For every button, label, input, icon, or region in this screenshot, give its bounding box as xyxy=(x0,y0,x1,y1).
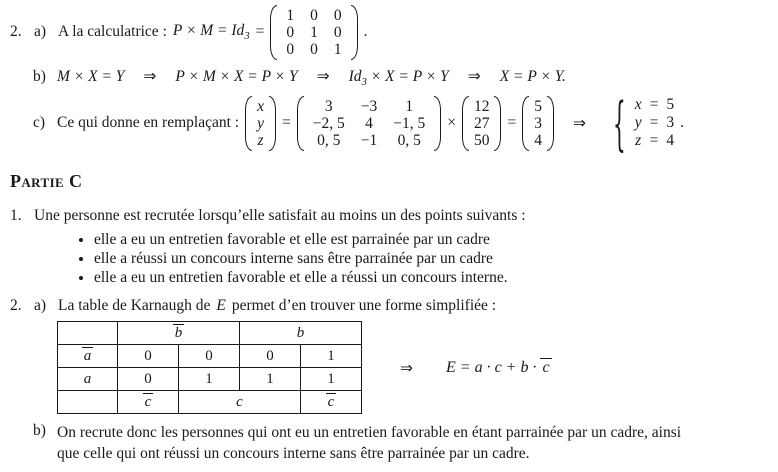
matrix-cell: 0 xyxy=(333,6,342,24)
bullet-item: • elle a réussi un concours interne sans être parrainée par un cadre xyxy=(94,249,772,268)
vector-cell: z xyxy=(257,131,264,149)
eq-rest: × X = P × Y xyxy=(370,68,449,85)
times-sign: × xyxy=(447,114,456,132)
eq-mxy: M × X = Y xyxy=(57,68,125,85)
vector-cell: x xyxy=(257,97,264,115)
matrix-cell: 1 xyxy=(333,40,342,58)
identity-matrix-grid xyxy=(278,5,349,60)
vector-cell: 4 xyxy=(534,131,542,149)
karnaugh-text-post: permet d’en trouver une forme simplifiée : xyxy=(231,297,497,315)
karnaugh-row-a xyxy=(58,368,362,391)
matrix-cell: 0 xyxy=(286,40,295,58)
c-bar-label: c xyxy=(327,394,335,411)
matrix-cell: 3 xyxy=(324,97,333,115)
left-paren xyxy=(462,96,469,151)
right-paren xyxy=(351,5,358,60)
karnaugh-foot-cbar xyxy=(301,391,362,414)
system-value: 4 xyxy=(666,132,675,150)
item-1-row xyxy=(10,207,772,225)
item-2c-row xyxy=(33,88,772,158)
item-2c-marker: c) xyxy=(33,114,46,132)
item-1-marker: 1. xyxy=(10,207,22,225)
eq-xpy: X = P × Y. xyxy=(499,68,566,85)
implies-icon: ⇒ xyxy=(572,114,586,133)
karnaugh-text-pre: La table de Karnaugh de xyxy=(58,297,211,315)
period: . xyxy=(680,114,684,132)
system-var: y xyxy=(634,114,642,132)
equals-sign: = xyxy=(507,114,517,132)
system-value: 3 xyxy=(666,114,675,132)
item-2a-marker: a) xyxy=(34,23,47,40)
karnaugh-block xyxy=(57,321,772,414)
system-equals: = xyxy=(649,96,659,114)
karnaugh-cell: 0 xyxy=(118,368,179,391)
left-brace: { xyxy=(612,88,626,158)
matrix-cell: 0 xyxy=(286,23,295,41)
eq-pmx: P × M × X = P × Y xyxy=(175,68,298,85)
karnaugh-cell: 1 xyxy=(301,345,362,368)
equation-pm-id3 xyxy=(173,22,250,42)
period: . xyxy=(363,23,368,40)
matrix-cell: 1 xyxy=(310,23,318,41)
a-label: a xyxy=(83,370,92,387)
eq-id: Id xyxy=(348,68,362,85)
right-paren xyxy=(547,96,554,151)
item-2b-row xyxy=(33,67,772,88)
matrix-cell: −2, 5 xyxy=(312,114,345,132)
vector-solution xyxy=(522,96,554,151)
matrix-cell: −1 xyxy=(360,131,378,149)
karnaugh-cell: 0 xyxy=(118,345,179,368)
item-2a-karnaugh-row xyxy=(10,297,772,315)
karnaugh-table xyxy=(57,321,362,414)
matrix-cell: 1 xyxy=(286,6,295,24)
matrix-cell: −3 xyxy=(360,97,378,115)
formula-pre: E = a · c + b · xyxy=(446,359,537,377)
matrix-p-grid xyxy=(305,96,434,151)
matrix-cell: 4 xyxy=(365,114,373,132)
item-2-marker: 2. xyxy=(10,297,22,315)
karnaugh-cell: 1 xyxy=(240,368,301,391)
c-bar-term: c xyxy=(542,359,550,377)
system-var: x xyxy=(634,96,642,114)
karnaugh-footer-row xyxy=(58,391,362,414)
conclusion-text xyxy=(57,422,681,464)
matrix-cell: 0, 5 xyxy=(317,131,341,149)
b-bar-label: b xyxy=(174,325,183,342)
equals-sign: = xyxy=(281,114,291,132)
bullet-item: • elle a eu un entretien favorable et elle a réussi un concours interne. xyxy=(94,268,772,287)
identity-matrix xyxy=(270,5,357,60)
right-paren xyxy=(494,96,501,151)
c-bar-label: c xyxy=(144,394,152,411)
item-2a-marker: a) xyxy=(34,297,47,315)
solution-system xyxy=(611,88,675,158)
vector-cell: 3 xyxy=(534,114,542,132)
implies-icon: ⇒ xyxy=(143,67,157,85)
system-var: z xyxy=(635,132,642,150)
vector-cell: y xyxy=(257,114,264,132)
karnaugh-row-label xyxy=(58,345,118,368)
karnaugh-foot-cbar xyxy=(118,391,179,414)
conditions-list xyxy=(10,230,772,287)
equals-sign: = xyxy=(255,23,265,40)
right-paren xyxy=(269,96,276,151)
item-2c-text: Ce qui donne en remplaçant : xyxy=(57,114,240,132)
karnaugh-cell: 1 xyxy=(179,368,240,391)
vector-grid xyxy=(470,96,494,151)
item-2b-conclusion xyxy=(33,422,772,464)
vector-y xyxy=(462,96,502,151)
c-label: c xyxy=(236,393,243,410)
a-bar-label: a xyxy=(83,348,92,365)
variable-e: E xyxy=(216,297,226,315)
conclusion-line-2: que celle qui ont réussi un concours interne sans être parrainée par un cadre. xyxy=(57,445,530,463)
system-grid xyxy=(635,96,674,150)
implies-icon: ⇒ xyxy=(467,67,481,85)
left-paren xyxy=(522,96,529,151)
vector-cell: 27 xyxy=(473,114,490,132)
karnaugh-cell: 0 xyxy=(240,345,301,368)
karnaugh-cell: 0 xyxy=(179,345,240,368)
matrix-cell: 0, 5 xyxy=(397,131,421,149)
vector-cell: 5 xyxy=(534,97,542,115)
id-subscript: 3 xyxy=(361,77,367,89)
implies-icon: ⇒ xyxy=(400,358,413,377)
left-paren xyxy=(245,96,252,151)
system-equals: = xyxy=(649,114,659,132)
system-equals: = xyxy=(649,132,659,150)
karnaugh-row-label xyxy=(58,368,118,391)
karnaugh-corner-cell xyxy=(58,322,118,345)
item-2b-marker: b) xyxy=(33,68,46,85)
karnaugh-col-b xyxy=(240,322,362,345)
karnaugh-col-bbar xyxy=(118,322,240,345)
karnaugh-foot-c xyxy=(179,391,301,414)
left-paren xyxy=(297,96,304,151)
system-value: 5 xyxy=(666,96,675,114)
matrix-cell: 0 xyxy=(310,6,318,24)
item-2-marker: 2. xyxy=(10,23,22,40)
simplified-formula xyxy=(446,358,552,377)
conclusion-line-1: On recrute donc les personnes qui ont eu un entretien favorable en étant parrainée par un cadre, ainsi xyxy=(57,424,682,442)
matrix-cell: 0 xyxy=(333,23,342,41)
partie-c-heading: Partie C xyxy=(10,171,83,192)
vector-grid xyxy=(530,96,546,151)
eq-id3x xyxy=(349,68,449,88)
id-subscript: 3 xyxy=(244,31,250,43)
item-1-text: Une personne est recrutée lorsqu’elle satisfait au moins un des points suivants : xyxy=(34,207,526,225)
matrix-cell: −1, 5 xyxy=(393,114,426,132)
vector-cell: 50 xyxy=(473,131,490,149)
karnaugh-corner-cell xyxy=(58,391,118,414)
vector-grid xyxy=(253,96,268,151)
matrix-cell: 1 xyxy=(405,97,414,115)
matrix-cell: 0 xyxy=(310,40,318,58)
left-paren xyxy=(270,5,277,60)
karnaugh-row-abar xyxy=(58,345,362,368)
item-2a-row xyxy=(10,4,772,60)
b-label: b xyxy=(296,324,305,341)
implies-icon: ⇒ xyxy=(316,67,330,85)
matrix-p xyxy=(297,96,442,151)
karnaugh-header-row xyxy=(58,322,362,345)
right-paren xyxy=(434,96,441,151)
item-2a-text: A la calculatrice : xyxy=(58,23,167,40)
vector-cell: 12 xyxy=(473,97,490,115)
eq-pre: P × M = Id xyxy=(172,21,245,39)
item-2b-marker: b) xyxy=(33,422,46,440)
karnaugh-cell: 1 xyxy=(301,368,362,391)
vector-unknowns xyxy=(245,96,276,151)
bullet-item: • elle a eu un entretien favorable et elle est parrainée par un cadre xyxy=(94,230,772,249)
